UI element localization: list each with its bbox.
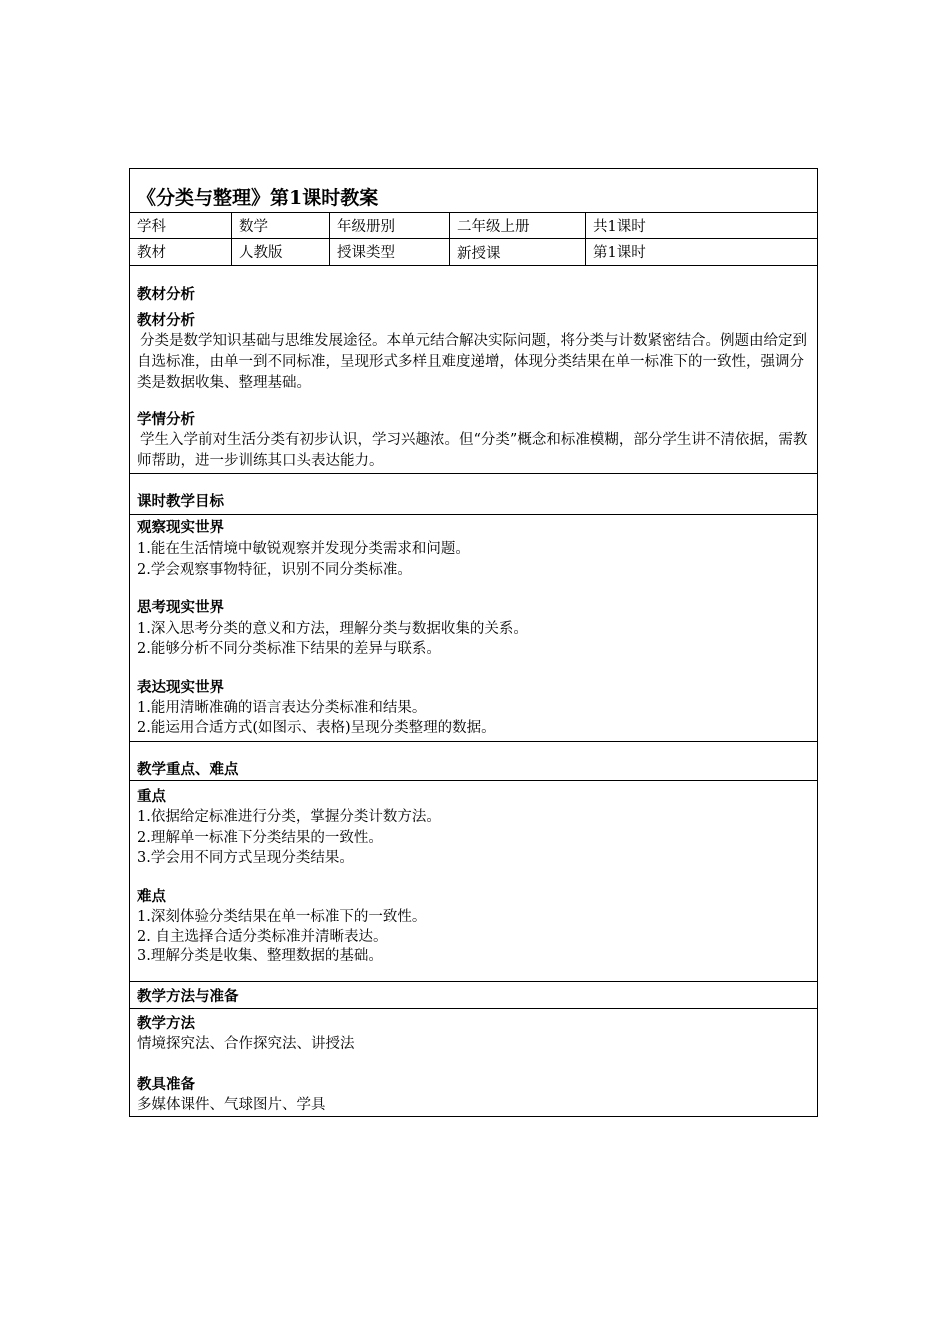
keypoint-group-title: 重点 — [137, 788, 166, 805]
method-item: 多媒体课件、气球图片、学具 — [137, 1097, 326, 1113]
method-group-title: 教具准备 — [137, 1076, 195, 1093]
subheading-student-analysis: 学情分析 — [137, 411, 195, 428]
info-cell-grade-value: 二年级上册 — [457, 219, 530, 235]
info-cell-type-value: 新授课 — [457, 246, 501, 262]
paragraph-student-analysis: 学生入学前对生活分类有初步认识，学习兴趣浓。但“分类”概念和标准模糊，部分学生讲不清依据，需教师帮助，进一步训练其口头表达能力。 — [137, 432, 808, 469]
info-cell-type-label: 授课类型 — [337, 245, 395, 261]
keypoint-item: 1.深刻体验分类结果在单一标准下的一致性。 — [137, 909, 427, 925]
info-cell-textbook-label: 教材 — [137, 245, 166, 261]
info-cell-subject-value: 数学 — [239, 219, 268, 235]
method-item: 情境探究法、合作探究法、讲授法 — [137, 1036, 355, 1052]
section-heading-goals: 课时教学目标 — [137, 493, 224, 510]
goal-group-title: 观察现实世界 — [137, 519, 224, 536]
lesson-plan-table — [129, 168, 818, 1117]
goal-item: 2.学会观察事物特征，识别不同分类标准。 — [137, 562, 412, 578]
goal-item: 1.深入思考分类的意义和方法，理解分类与数据收集的关系。 — [137, 621, 528, 637]
goal-group-title: 表达现实世界 — [137, 679, 224, 696]
subheading-textbook-analysis: 教材分析 — [137, 312, 195, 329]
goal-group-title: 思考现实世界 — [137, 599, 224, 616]
goal-item: 2.能够分析不同分类标准下结果的差异与联系。 — [137, 641, 441, 657]
paragraph-textbook-analysis: 分类是数学知识基础与思维发展途径。本单元结合解决实际问题，将分类与计数紧密结合。例题由给定到自选标准，由单一到不同标准，呈现形式多样且难度递增，体现分类结果在单一标准下的一致性，强调分类是数据收集、整理基础。 — [137, 333, 807, 391]
keypoint-item: 3.理解分类是收集、整理数据的基础。 — [137, 948, 383, 964]
info-cell-textbook-value: 人教版 — [239, 245, 283, 261]
keypoint-item: 1.依据给定标准进行分类，掌握分类计数方法。 — [137, 809, 441, 825]
goal-item: 2.能运用合适方式(如图示、表格)呈现分类整理的数据。 — [137, 720, 496, 736]
goal-item: 1.能用清晰准确的语言表达分类标准和结果。 — [137, 700, 427, 716]
keypoint-item: 2.理解单一标准下分类结果的一致性。 — [137, 830, 383, 846]
goal-item: 1.能在生活情境中敏锐观察并发现分类需求和问题。 — [137, 541, 470, 557]
section-heading-methods: 教学方法与准备 — [137, 988, 239, 1005]
keypoint-group-title: 难点 — [137, 888, 166, 905]
section-heading-keypoints: 教学重点、难点 — [137, 761, 239, 778]
info-cell-grade-label: 年级册别 — [337, 219, 395, 235]
info-cell-subject-label: 学科 — [137, 219, 166, 235]
keypoint-item: 2. 自主选择合适分类标准并清晰表达。 — [137, 929, 388, 945]
section-heading-analysis: 教材分析 — [137, 286, 195, 303]
method-group-title: 教学方法 — [137, 1015, 195, 1032]
info-cell-lesson-number: 第1课时 — [593, 245, 646, 261]
info-cell-total-hours: 共1课时 — [593, 219, 646, 235]
keypoint-item: 3.学会用不同方式呈现分类结果。 — [137, 850, 354, 866]
page-title: 《分类与整理》第1课时教案 — [137, 187, 379, 209]
